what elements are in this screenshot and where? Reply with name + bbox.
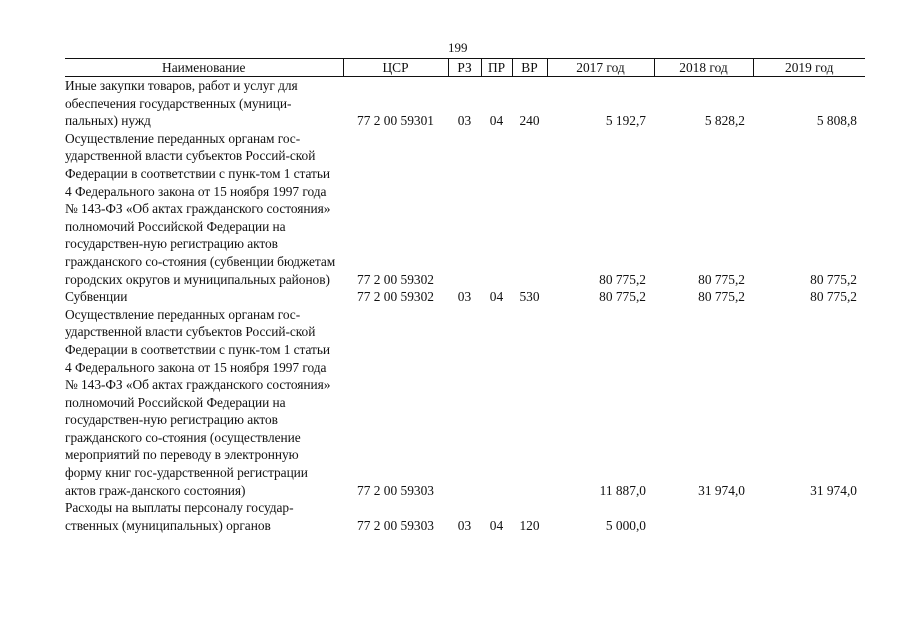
- row-2018: [654, 499, 753, 534]
- row-pr: 04: [489, 289, 504, 305]
- row-name: Осуществление переданных органам гос-ударственной власти субъектов Россий-ской Федерации в соответствии с пунк-том 1 статьи 4 Федерального закона от 15 ноября 1997 года № 143-ФЗ «Об актах гражданского состояния» полномочий Российской Федерации на государствен-ную регистрацию актов гражданского со-стояния (осуществление мероприятий по переводу в электронную форму книг гос-ударственной регистрации актов граж-данского состояния): [65, 306, 331, 498]
- row-2017: 11 887,0: [599, 482, 646, 498]
- header-vr: ВР: [512, 59, 547, 77]
- row-csr: 77 2 00 59303: [357, 482, 434, 498]
- row-csr: 77 2 00 59303: [357, 517, 434, 533]
- row-2018: 80 775,2: [698, 289, 745, 305]
- row-csr: 77 2 00 59302: [357, 271, 434, 287]
- row-rz: 03: [457, 517, 472, 533]
- row-2019: 31 974,0: [810, 482, 857, 498]
- row-2019: 5 808,8: [816, 113, 857, 129]
- page-number: 199: [448, 40, 468, 55]
- table-row: [65, 77, 865, 130]
- row-pr: 04: [489, 113, 504, 129]
- row-name: Осуществление переданных органам гос-ударственной власти субъектов Россий-ской Федерации в соответствии с пунк-том 1 статьи 4 Федерального закона от 15 ноября 1997 года № 143-ФЗ «Об актах гражданского состояния» полномочий Российской Федерации на государствен-ную регистрацию актов гражданского со-стояния (субвенции бюджетам городских округов и муниципальных районов): [65, 130, 336, 287]
- row-2018: 5 828,2: [704, 113, 745, 129]
- row-name: Иные закупки товаров, работ и услуг для обеспечения государственных (муници-пальных) нужд: [65, 78, 298, 129]
- table-row: [65, 288, 865, 306]
- row-vr: 530: [519, 289, 540, 305]
- row-pr: [481, 306, 512, 500]
- header-csr: ЦСР: [343, 59, 448, 77]
- row-rz: [448, 306, 481, 500]
- table-row: [65, 306, 865, 500]
- row-rz: 03: [457, 289, 472, 305]
- row-2019: [753, 499, 865, 534]
- row-2017: 80 775,2: [599, 271, 646, 287]
- row-vr: 120: [519, 517, 540, 533]
- row-rz: [448, 130, 481, 288]
- header-pr: ПР: [481, 59, 512, 77]
- row-name: Субвенции: [65, 289, 128, 305]
- header-2018: 2018 год: [654, 59, 753, 77]
- table-header-row: [65, 59, 865, 77]
- header-2019: 2019 год: [753, 59, 865, 77]
- table-row: [65, 499, 865, 534]
- table-row: [65, 130, 865, 288]
- row-csr: 77 2 00 59301: [357, 113, 434, 129]
- header-rz: РЗ: [448, 59, 481, 77]
- row-csr: 77 2 00 59302: [357, 289, 434, 305]
- row-2018: 31 974,0: [698, 482, 745, 498]
- row-vr: 240: [519, 113, 540, 129]
- row-2019: 80 775,2: [810, 289, 857, 305]
- header-name: Наименование: [65, 59, 343, 77]
- row-name: Расходы на выплаты персоналу государ-ственных (муниципальных) органов: [65, 500, 294, 533]
- row-2019: 80 775,2: [810, 271, 857, 287]
- row-pr: 04: [489, 517, 504, 533]
- row-vr: [512, 130, 547, 288]
- row-2017: 5 000,0: [605, 517, 646, 533]
- row-2018: 80 775,2: [698, 271, 745, 287]
- header-2017: 2017 год: [547, 59, 654, 77]
- row-2017: 5 192,7: [605, 113, 646, 129]
- budget-table: [65, 58, 865, 534]
- row-2017: 80 775,2: [599, 289, 646, 305]
- row-vr: [512, 306, 547, 500]
- row-pr: [481, 130, 512, 288]
- row-rz: 03: [457, 113, 472, 129]
